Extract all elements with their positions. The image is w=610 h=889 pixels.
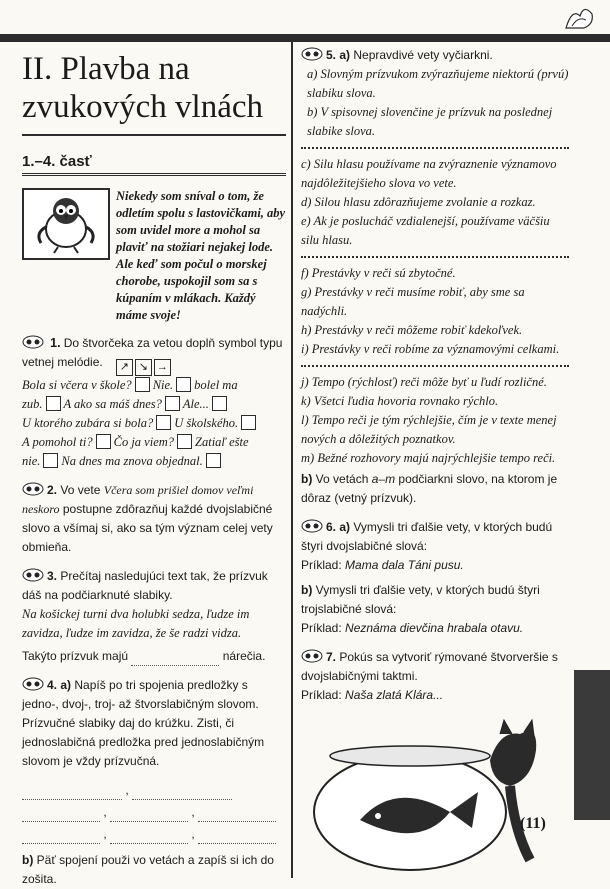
example: Neznáma dievčina hrabala otavu. bbox=[345, 621, 524, 635]
task-sentence: Včera som prišiel domov veľmi neskoro bbox=[22, 483, 254, 516]
task-number: 6. bbox=[326, 520, 337, 534]
example: Naša zlatá Klára... bbox=[345, 688, 444, 702]
task-1 bbox=[22, 334, 286, 471]
task-text: Vo vete bbox=[60, 483, 104, 497]
falling-arrow-icon: ↘ bbox=[135, 359, 152, 376]
task-text: Nepravdivé vety vyčiarkni. bbox=[353, 48, 493, 62]
answer-line[interactable] bbox=[132, 788, 232, 800]
dialect-sentence: Na košickej turni dva holubki sedza, ľudze im zavidza, ľudze im zavidza, že še radzi vidza. bbox=[22, 607, 250, 640]
example: Mama dala Táni pusu. bbox=[345, 558, 464, 572]
title-rule bbox=[22, 134, 286, 136]
answer-line[interactable] bbox=[110, 810, 188, 822]
sentence: Na dnes ma znova objednal. bbox=[61, 454, 203, 468]
task-icon bbox=[22, 482, 44, 496]
task-text: Vo vetách bbox=[315, 472, 372, 486]
task-number: 2. bbox=[47, 483, 58, 497]
answer-box[interactable] bbox=[46, 396, 61, 411]
sentence: U školského. bbox=[174, 416, 239, 430]
answer-lines: , , , , , bbox=[22, 781, 286, 847]
page-number: (11) bbox=[520, 815, 546, 832]
task-1-sentences bbox=[22, 376, 286, 471]
intro-block bbox=[22, 188, 286, 324]
example-label: Príklad: bbox=[301, 621, 342, 635]
bird-icon bbox=[31, 193, 101, 255]
sentence: nie. bbox=[22, 454, 41, 468]
answer-box[interactable] bbox=[212, 396, 227, 411]
answer-box[interactable] bbox=[156, 415, 171, 430]
statement-group bbox=[301, 65, 569, 141]
column-divider bbox=[291, 42, 293, 878]
statement[interactable]: h) Prestávky v reči môžeme robiť kdekoľvek. bbox=[301, 323, 523, 337]
statement[interactable]: g) Prestávky v reči musíme robiť, aby sme sa nadýchli. bbox=[301, 285, 525, 318]
task-5b bbox=[301, 470, 569, 508]
task-text: Do štvorčeka za vetou doplň symbol typu vetnej melódie. bbox=[22, 336, 283, 369]
right-column bbox=[301, 46, 569, 705]
sentence: Zatiaľ ešte bbox=[195, 435, 249, 449]
task-7 bbox=[301, 648, 569, 705]
flower-icon bbox=[562, 2, 596, 34]
divider bbox=[301, 147, 569, 149]
task-text: Napíš po tri spojenia predložky s jedno-, dvoj-, troj- až štvorslabičným slovom. Prízvučné slabiky daj do krúžku. Zisti, či jednoslabičná predložka pred jednoslabičným slovom je vždy prízvučná. bbox=[22, 678, 265, 768]
task-icon bbox=[301, 649, 323, 663]
task-number: 5. bbox=[326, 48, 337, 62]
sentence: Ale... bbox=[182, 397, 209, 411]
answer-box[interactable] bbox=[241, 415, 256, 430]
task-part: b) bbox=[301, 472, 313, 486]
task-number: 1. bbox=[50, 336, 61, 350]
task-part: a) bbox=[60, 678, 72, 692]
statement[interactable]: e) Ak je poslucháč vzdialenejší, používame väčšiu silu hlasu. bbox=[301, 214, 550, 247]
sentence: A ako sa máš dnes? bbox=[63, 397, 162, 411]
sentence: Čo ja viem? bbox=[113, 435, 175, 449]
answer-line[interactable] bbox=[198, 810, 276, 822]
fishbowl-cat-illustration bbox=[300, 720, 560, 870]
page-title: II. Plavba na zvukových vlnách bbox=[22, 51, 264, 125]
sentence: bolel ma bbox=[194, 378, 238, 392]
answer-box[interactable] bbox=[206, 453, 221, 468]
divider bbox=[301, 365, 569, 367]
task-part: b) bbox=[301, 583, 313, 597]
statement[interactable]: d) Silou hlasu zdôrazňujeme zvolanie a rozkaz. bbox=[301, 195, 536, 209]
answer-box[interactable] bbox=[165, 396, 180, 411]
top-rule bbox=[0, 34, 610, 42]
sentence: U ktorého zubára si bola? bbox=[22, 416, 154, 430]
page-edge-tab bbox=[574, 670, 610, 820]
sentence: Nie. bbox=[152, 378, 174, 392]
prompt: Takýto prízvuk majú bbox=[22, 649, 129, 663]
answer-box[interactable] bbox=[43, 453, 58, 468]
task-icon bbox=[22, 677, 44, 691]
level-arrow-icon: → bbox=[154, 359, 171, 376]
sentence: A pomohol ti? bbox=[22, 435, 93, 449]
answer-line[interactable] bbox=[22, 788, 122, 800]
statement[interactable]: i) Prestávky v reči robíme za významovými celkami. bbox=[301, 342, 560, 356]
divider bbox=[301, 256, 569, 258]
task-text: Vymysli tri ďalšie vety, v ktorých budú štyri dvojslabičné slová: bbox=[301, 520, 553, 553]
task-3 bbox=[22, 567, 286, 666]
statement-group bbox=[301, 155, 569, 250]
answer-line[interactable] bbox=[22, 810, 100, 822]
task-text: Pokús sa vytvoriť rýmované štvorveršie s dvojslabičnými taktmi. bbox=[301, 650, 558, 683]
answer-box[interactable] bbox=[177, 434, 192, 449]
answer-line[interactable] bbox=[110, 832, 188, 844]
sentence: zub. bbox=[22, 397, 43, 411]
answer-box[interactable] bbox=[96, 434, 111, 449]
statement[interactable]: l) Tempo reči je tým rýchlejšie, čím je v texte menej nových a dôležitých poznatkov. bbox=[301, 413, 557, 446]
task-text: Vymysli tri ďalšie vety, v ktorých budú štyri trojslabičné slová: bbox=[301, 583, 540, 616]
task-part: a) bbox=[339, 520, 351, 534]
task-icon bbox=[301, 519, 323, 533]
answer-line[interactable] bbox=[131, 654, 219, 666]
prompt: nárečia. bbox=[222, 649, 266, 663]
left-column bbox=[22, 46, 286, 889]
task-icon bbox=[301, 47, 323, 61]
bird-illustration bbox=[22, 188, 110, 260]
task-5 bbox=[301, 46, 569, 65]
statement[interactable]: m) Bežné rozhovory majú najrýchlejšie tempo reči. bbox=[301, 451, 556, 465]
statement[interactable]: j) Tempo (rýchlosť) reči môže byť u ľudí rozličné. bbox=[301, 375, 547, 389]
task-icon bbox=[22, 335, 44, 349]
statement-group bbox=[301, 373, 569, 468]
task-part: b) bbox=[22, 853, 34, 867]
task-number: 3. bbox=[47, 569, 58, 583]
statement[interactable]: k) Všetci ľudia hovoria rovnako rýchlo. bbox=[301, 394, 499, 408]
statement[interactable]: a) Slovným prízvukom zvýrazňujeme niektorú (prvú) slabiku slova. bbox=[307, 67, 569, 100]
rising-arrow-icon: ↗ bbox=[116, 359, 133, 376]
melody-symbols bbox=[114, 359, 171, 376]
task-4 bbox=[22, 676, 286, 889]
answer-line[interactable] bbox=[22, 832, 100, 844]
task-text: Prečítaj nasledujúci text tak, že prízvuk dáš na podčiarknuté slabiky. bbox=[22, 569, 268, 602]
statement[interactable]: b) V spisovnej slovenčine je prízvuk na poslednej slabike slova. bbox=[307, 105, 553, 138]
task-2 bbox=[22, 481, 286, 557]
answer-box[interactable] bbox=[135, 377, 150, 392]
task-number: 7. bbox=[326, 650, 337, 664]
sentence: Bola si včera v škole? bbox=[22, 378, 132, 392]
statement[interactable]: c) Silu hlasu používame na zvýraznenie významovo najdôležitejšieho slova vo vete. bbox=[301, 157, 557, 190]
task-number: 4. bbox=[47, 678, 58, 692]
section-heading: 1.–4. časť bbox=[22, 152, 286, 176]
statement[interactable]: f) Prestávky v reči sú zbytočné. bbox=[301, 266, 456, 280]
statement-group bbox=[301, 264, 569, 359]
task-icon bbox=[22, 568, 44, 582]
answer-box[interactable] bbox=[176, 377, 191, 392]
example-label: Príklad: bbox=[301, 558, 342, 572]
task-part: a) bbox=[339, 48, 351, 62]
example-label: Príklad: bbox=[301, 688, 342, 702]
intro-text: Niekedy som sníval o tom, že odletím spolu s lastovičkami, aby som uvidel more a mohol sa plaviť na stožiari nejakej lode. Ale keď som počul o morskej chorobe, uspokojil som sa s kúpaním v mlákach. Každý máme svoje! bbox=[116, 189, 286, 322]
task-text: a–m bbox=[371, 472, 396, 486]
task-6 bbox=[301, 518, 569, 638]
answer-line[interactable] bbox=[198, 832, 276, 844]
task-text: postupne zdôrazňuj každé dvojslabičné slovo a všímaj si, ako sa tým význam celej vety obmieňa. bbox=[22, 502, 273, 554]
task-text: Päť spojení použi vo vetách a zapíš si ich do zošita. bbox=[22, 853, 274, 886]
task-text: podčiarkni slovo, na ktorom je dôraz (vetný prízvuk). bbox=[301, 472, 558, 505]
